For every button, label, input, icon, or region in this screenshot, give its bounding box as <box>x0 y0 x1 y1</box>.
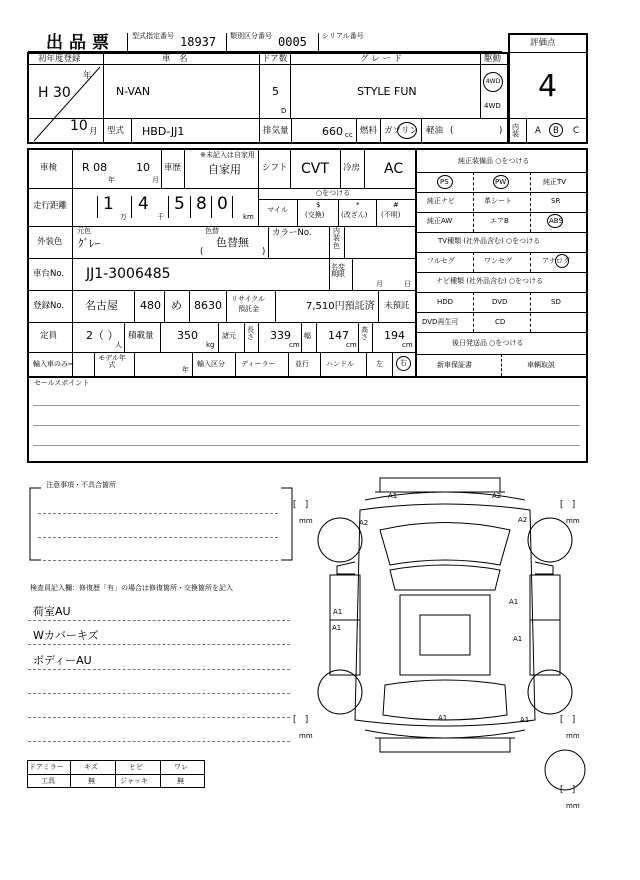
acc-jack: ジャッキ <box>120 777 148 785</box>
name-change-label: 名変期限 <box>331 263 345 278</box>
capacity-label: 定員 <box>40 331 58 341</box>
handle-left[interactable]: 左 <box>376 360 383 368</box>
first-reg-month-unit: 月 <box>89 127 98 137</box>
reg-number: 8630 <box>194 299 222 312</box>
car-name: N-VAN <box>116 85 151 98</box>
mileage-digit-3: 5 <box>174 194 185 214</box>
equip-aw[interactable]: 純正AW <box>427 217 453 225</box>
type-cert-no: 18937 <box>180 35 217 49</box>
handle-label: ハンドル <box>326 360 354 368</box>
equipment-title: 純正装備品 ○をつける <box>458 157 530 165</box>
acc-broken[interactable]: ワレ <box>174 763 188 771</box>
damage-mark[interactable]: A2 <box>492 492 502 500</box>
rating-value: 4 <box>538 69 558 104</box>
equip-ps: PS <box>440 178 449 186</box>
length-unit: cm <box>289 341 300 349</box>
sales-point-label: セールスポイント <box>34 379 90 387</box>
navi-dvd[interactable]: DVD <box>492 298 508 306</box>
door-suffix: D <box>281 107 287 115</box>
damage-mark[interactable]: A1 <box>333 608 343 616</box>
mileage-exchange-symbol: $ <box>316 201 321 209</box>
mileage-unit-km: km <box>243 213 254 221</box>
tire-mm-spare: mm <box>566 802 580 810</box>
history-label: 車歴 <box>164 163 182 173</box>
serial-label: シリアル番号 <box>322 32 364 40</box>
mileage-unit-sen: 千 <box>157 213 164 221</box>
navi-type-title: ナビ種類 (社外品含む) ○をつける <box>436 277 544 285</box>
mileage-unknown-symbol: # <box>393 201 399 209</box>
reg-area: 名古屋 <box>85 299 118 312</box>
notes-frame <box>26 481 296 564</box>
car-damage-diagram <box>295 470 595 810</box>
fuel-gasoline[interactable]: ガソリン <box>384 126 419 136</box>
navi-cd[interactable]: CD <box>495 318 506 326</box>
navi-sd[interactable]: SD <box>551 298 561 306</box>
damage-mark[interactable]: A2 <box>359 519 369 527</box>
mileage-digit-1: 1 <box>103 194 114 214</box>
shaken-month-unit: 月 <box>152 176 159 184</box>
tv-analog[interactable]: アナログ <box>542 257 570 265</box>
grade: STYLE FUN <box>357 85 417 98</box>
shift-value: CVT <box>301 161 329 177</box>
name-change-month-unit: 月 <box>376 280 383 288</box>
drive-4wd: 4WD <box>484 102 501 110</box>
mileage-label: 走行距離 <box>33 201 68 211</box>
height-unit: cm <box>402 341 413 349</box>
model-label: 型式 <box>107 126 125 136</box>
inspector-label: 検査員記入欄：修復歴「有」の場合は修復箇所・交換箇所を記入 <box>30 584 233 592</box>
import-only-label: 輸入車のみ⇒ <box>33 360 74 368</box>
tire-bracket-spare: [ ] <box>560 785 576 795</box>
category-no: 0005 <box>278 35 307 49</box>
interior-grade-a[interactable]: A <box>535 126 541 136</box>
load-label: 積載量 <box>128 331 154 341</box>
acc-jack-value: 無 <box>177 777 184 785</box>
mileage-unit-man: 万 <box>120 213 127 221</box>
sheet-title: 出品票 <box>46 33 115 53</box>
chassis-label: 車台No. <box>33 269 65 279</box>
equip-pw: PW <box>495 178 507 186</box>
reg-class: 480 <box>140 299 161 312</box>
tire-bracket-rear-left: [ ] <box>293 715 309 725</box>
damage-mark[interactable]: A1 <box>513 635 523 643</box>
import-parallel[interactable]: 並行 <box>295 360 309 368</box>
mileage-mile[interactable]: マイル <box>267 206 288 214</box>
mileage-digit-4: 8 <box>196 194 207 214</box>
shaken-year: R 08 <box>82 161 108 174</box>
reg-label: 登録No. <box>33 301 65 311</box>
grade-label: グ レ ー ド <box>360 54 403 64</box>
shaken-label: 車検 <box>40 163 58 173</box>
interior-grade-b: B <box>553 126 559 136</box>
tire-bracket-front-left: [ ] <box>293 500 309 510</box>
model-year-unit: 年 <box>182 366 189 374</box>
displacement-unit: cc <box>345 131 353 139</box>
repaint-label: 色替 <box>205 227 219 235</box>
aircon-value: AC <box>384 161 404 177</box>
original-color-label: 元色 <box>77 227 91 235</box>
damage-mark[interactable]: A2 <box>518 516 528 524</box>
tire-bracket-front-right: [ ] <box>560 500 576 510</box>
tv-one-seg[interactable]: ワンセグ <box>484 257 512 265</box>
damage-mark[interactable]: A1 <box>520 716 530 724</box>
interior-grade-c[interactable]: C <box>573 126 579 136</box>
tv-analog-circle <box>555 254 569 268</box>
mileage-digit-5: 0 <box>217 194 228 214</box>
model-code: HBD-JJ1 <box>142 125 185 138</box>
equip-leather[interactable]: 革シート <box>484 197 512 205</box>
drive-4wd-circle[interactable] <box>483 72 503 92</box>
mileage-tamper-symbol: * <box>356 201 360 209</box>
length-value: 339 <box>270 329 291 342</box>
damage-mark[interactable]: A1 <box>438 714 448 722</box>
recycle-label-1: リサイクル <box>231 295 266 303</box>
reg-kana: め <box>171 299 182 312</box>
first-reg-year-unit: 年 <box>83 71 92 81</box>
navi-dvd-play[interactable]: DVD再生可 <box>422 318 459 326</box>
later-manual[interactable]: 車輌取説 <box>527 361 555 369</box>
tv-type-title: TV種類 (社外品含む) ○をつける <box>438 237 541 245</box>
fuel-gasoline-circle <box>397 122 417 139</box>
equip-airbag[interactable]: エアB <box>490 217 509 225</box>
mileage-digit-2: 4 <box>138 194 149 214</box>
shaken-year-unit: 年 <box>108 176 115 184</box>
height-label: 高さ <box>361 326 368 341</box>
tv-full-seg[interactable]: フルセグ <box>427 257 455 265</box>
tire-mm-front-right: mm <box>566 517 580 525</box>
diesel-paren-open: ( <box>450 126 454 136</box>
notes-label: 注意事項・不具合箇所 <box>46 481 116 489</box>
displacement-label: 排気量 <box>263 126 289 136</box>
equip-sr[interactable]: SR <box>551 197 561 205</box>
later-shipment-title: 後日発送品 ○をつける <box>452 339 524 347</box>
height-value: 194 <box>384 329 405 342</box>
inspector-note-3: ボディーAU <box>33 654 92 667</box>
recycle-label-2: 預託金 <box>238 305 259 313</box>
recycle-value: 7,510円預託済 <box>306 301 375 312</box>
later-warranty[interactable]: 新車保証書 <box>437 361 472 369</box>
inspector-note-1: 荷室AU <box>33 605 71 618</box>
drive-4wd-short: 4WD <box>485 78 501 85</box>
mileage-tamper[interactable]: (改ざん) <box>341 211 368 219</box>
interior-label: 内装 <box>512 123 519 138</box>
color-code-label: カラーNo. <box>272 228 312 238</box>
exterior-color-label: 外装色 <box>37 237 63 247</box>
model-year-label: モデル年式 <box>98 354 126 369</box>
diesel-paren-close: ) <box>499 126 503 136</box>
recycle-status: 未預託 <box>384 301 410 311</box>
first-reg-era: H 30 <box>38 85 71 101</box>
original-color: ｸﾞﾚｰ <box>78 237 100 250</box>
aircon-label: 冷房 <box>343 163 361 173</box>
history-value: 自家用 <box>208 163 241 176</box>
equip-tv[interactable]: 純正TV <box>543 178 567 186</box>
history-note: ※未記入は自家用 <box>200 151 255 159</box>
tire-mm-rear-right: mm <box>566 732 580 740</box>
fuel-label: 燃料 <box>360 126 378 136</box>
mileage-exchange[interactable]: (交換) <box>305 211 325 219</box>
repaint-paren-close: ) <box>262 247 266 257</box>
width-unit: cm <box>346 341 357 349</box>
dims-label: 諸元 <box>222 332 236 340</box>
acc-tools: 工具 <box>41 777 55 785</box>
chassis-no: JJ1-3006485 <box>86 266 171 282</box>
damage-mark[interactable]: A1 <box>388 492 398 500</box>
tire-bracket-rear-right: [ ] <box>560 715 576 725</box>
rating-label: 評価点 <box>530 38 556 48</box>
name-change-day-unit: 日 <box>404 280 411 288</box>
displacement: 660 <box>322 125 343 138</box>
length-label: 長さ <box>247 326 254 341</box>
equip-abs: ABS <box>549 217 563 225</box>
load-unit: kg <box>206 341 215 349</box>
mileage-unknown[interactable]: (不明) <box>381 211 401 219</box>
width-value: 147 <box>328 329 349 342</box>
capacity-value: 2（ ） <box>86 329 119 342</box>
width-label: 幅 <box>304 332 311 340</box>
load-value: 350 <box>177 329 198 342</box>
capacity-unit: 人 <box>115 341 122 349</box>
mileage-options-note: ○をつける <box>316 189 351 197</box>
inspector-note-2: Wカバーキズ <box>33 629 99 642</box>
diesel-label: 軽油 <box>426 126 444 136</box>
acc-scratch[interactable]: キズ <box>84 763 98 771</box>
acc-crack[interactable]: ヒビ <box>129 763 143 771</box>
drive-label: 駆動 <box>484 54 502 64</box>
interior-color-label: 内装色 <box>333 227 340 250</box>
import-category-label: 輸入区分 <box>197 360 225 368</box>
shift-label: シフト <box>262 163 288 173</box>
tire-mm-rear-left: mm <box>299 732 313 740</box>
acc-door-mirror: ドアミラー <box>29 763 64 771</box>
acc-tools-value: 無 <box>88 777 95 785</box>
door-count-label: ドア数 <box>262 54 288 64</box>
car-name-label: 車 名 <box>162 54 188 64</box>
repaint-paren-open: ( <box>200 247 204 257</box>
damage-mark[interactable]: A1 <box>332 624 342 632</box>
repaint-value: 色替無 <box>216 236 249 249</box>
handle-right: 右 <box>400 359 407 367</box>
navi-hdd[interactable]: HDD <box>437 298 454 306</box>
damage-mark[interactable]: A1 <box>509 598 519 606</box>
import-dealer[interactable]: ディーラー <box>241 360 276 368</box>
door-count: 5 <box>272 85 279 98</box>
equip-navi[interactable]: 純正ナビ <box>427 197 455 205</box>
shaken-month: 10 <box>136 161 150 174</box>
tire-mm-front-left: mm <box>299 517 313 525</box>
first-reg-month: 10 <box>70 118 88 134</box>
first-reg-label: 初年度登録 <box>38 54 81 64</box>
category-label: 類別区分番号 <box>230 32 272 40</box>
type-cert-label: 型式指定番号 <box>132 32 174 40</box>
